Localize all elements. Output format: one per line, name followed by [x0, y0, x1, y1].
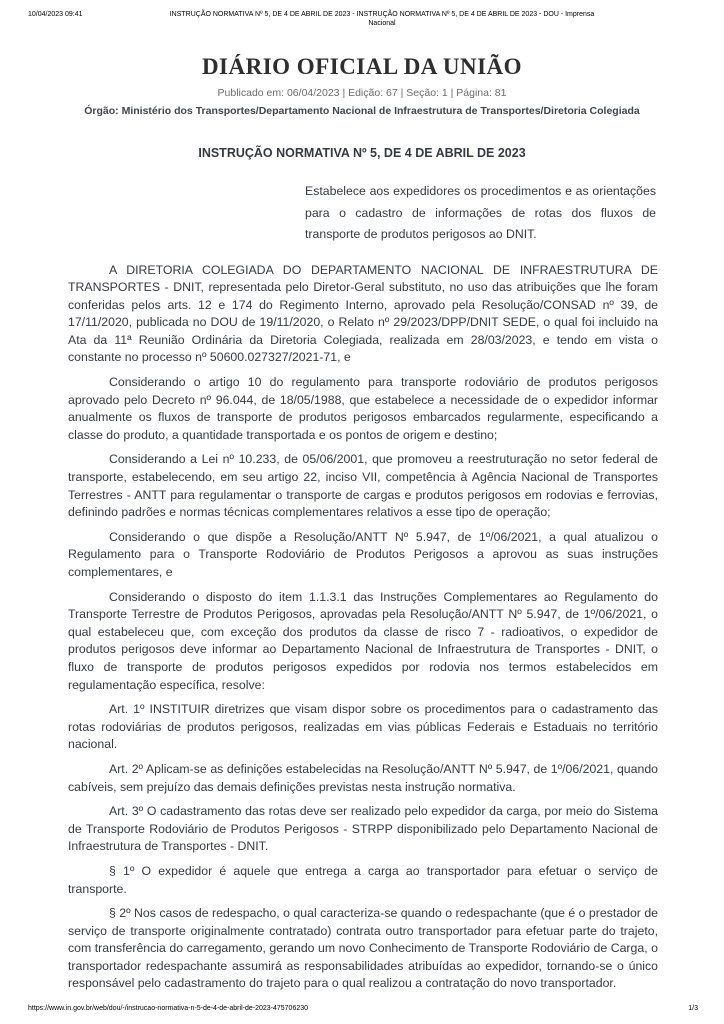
masthead — [0, 54, 724, 117]
source-url: https://www.in.gov.br/web/dou/-/instrucao-normativa-n-5-de-4-de-abril-de-2023-475706230 — [28, 1005, 309, 1012]
paragraph-art-2: Art. 2º Aplicam-se as definições estabelecidas na Resolução/ANTT Nº 5.947, de 1º/06/2021, quando cabíveis, sem prejuízo das demais definições previstas nesta instrução normativa. — [68, 761, 658, 794]
page-indicator: 1/3 — [688, 1005, 698, 1012]
paragraph-considerando-3: Considerando o que dispõe a Resolução/ANTT Nº 5.947, de 1º/06/2021, a qual atualizou o Regulamento para o Transporte Rodoviário de Produtos Perigosos a aprovou as suas instruções complementares, e — [68, 529, 658, 579]
paragraph-art3-par-1: § 1º O expedidor é aquele que entrega a carga ao transportador para efetuar o serviço de transporte. — [68, 863, 658, 896]
print-timestamp: 10/04/2023 09:41 — [28, 11, 83, 18]
publication-info: Publicado em: 06/04/2023 | Edição: 67 | Seção: 1 | Página: 81 — [217, 87, 507, 99]
print-header-title: INSTRUÇÃO NORMATIVA Nº 5, DE 4 DE ABRIL DE 2023 - INSTRUÇÃO NORMATIVA Nº 5, DE 4 DE ABRIL DE 2023 - DOU - Imprensa Nacional — [169, 11, 595, 27]
act-body — [0, 262, 724, 994]
paragraph-considerando-4: Considerando o disposto do item 1.1.3.1 das Instruções Complementares ao Regulamento do Transporte Terrestre de Produtos Perigosos, aprovadas pela Resolução/ANTT Nº 5.947, de 1º/06/2021, o qual estabeleceu que, com exceção dos produtos da classe de risco 7 - radioativos, o expedidor de produtos perigosos deve informar ao Departamento Nacional de Infraestrutura de Transportes - DNIT, o fluxo de transporte de produtos perigosos expedidos por rodovia nos termos estabelecidos em regulamentação específica, resolve: — [68, 589, 658, 692]
act-title: INSTRUÇÃO NORMATIVA Nº 5, DE 4 DE ABRIL DE 2023 — [198, 146, 526, 160]
paragraph-art3-par-2: § 2º Nos casos de redespacho, o qual caracteriza-se quando o redespachante (que é o prestador de serviço de transporte originalmente contratado) contrata outro transportador para efetuar parte do trajeto, com transferência do carregamento, gerando um novo Conhecimento de Transporte Rodoviário de Carga, o transportador redespachante assumirá as responsabilidades atribuídas ao expedidor, tornando-se o único responsável pelo cadastramento do trajeto para o qual realizou a contratação do novo transportador. — [68, 906, 658, 991]
paragraph-art-1: Art. 1º INSTITUIR diretrizes que visam dispor sobre os procedimentos para o cadastramento das rotas rodoviárias de produtos perigosos, realizadas em vias públicas Federais e Estaduais no território nacional. — [68, 702, 658, 752]
paragraph-preamble: A DIRETORIA COLEGIADA DO DEPARTAMENTO NACIONAL DE INFRAESTRUTURA DE TRANSPORTES - DNIT, representada pelo Diretor-Geral substituto, no uso das atribuições que lhe foram conferidas pelos arts. 12 e 174 do Regimento Interno, aprovado pela Resolução/CONSAD nº 39, de 17/11/2020, publicada no DOU de 19/11/2020, o Relato nº 29/2023/DPP/DNIT SEDE, o qual foi incluido na Ata da 11ª Reunião Ordinária da Diretoria Colegiada, realizada em 28/03/2023, e tendo em vista o constante no processo nº 50600.027327/2021-71, e — [68, 262, 658, 365]
masthead-title: DIÁRIO OFICIAL DA UNIÃO — [201, 54, 523, 79]
paragraph-considerando-1: Considerando o artigo 10 do regulamento para transporte rodoviário de produtos perigosos aprovado pelo Decreto nº 96.044, de 18/05/1988, que estabelece a necessidade de o expedidor informar anualmente os fluxos de transporte de produtos perigosos embarcados regularmente, especificando a classe do produto, a quantidade transportada e os pontos de origem e destino; — [68, 375, 658, 442]
organ-line: Órgão: Ministério dos Transportes/Departamento Nacional de Infraestrutura de Transportes/Diretoria Colegiada — [84, 105, 640, 117]
paragraph-art-3: Art. 3º O cadastramento das rotas deve ser realizado pelo expedidor da carga, por meio do Sistema de Transporte Rodoviário de Produtos Perigosos - STRPP disponibilizado pelo Departamento Nacional de Infraestrutura de Transportes - DNIT. — [68, 804, 658, 854]
act-summary: Estabelece aos expedidores os procedimentos e as orientações para o cadastro de informações de rotas dos fluxos de transporte de produtos perigosos ao DNIT. — [305, 184, 656, 241]
paragraph-considerando-2: Considerando a Lei nº 10.233, de 05/06/2001, que promoveu a reestruturação no setor federal de transporte, estabelecendo, em seu artigo 22, inciso VII, competência à Agência Nacional de Transportes Terrestres - ANTT para regulamentar o transporte de cargas e produtos perigosos em rodovias e ferrovias, definindo padrões e normas técnicas complementares relativos a esse tipo de operação; — [68, 452, 658, 520]
print-header — [0, 10, 724, 28]
